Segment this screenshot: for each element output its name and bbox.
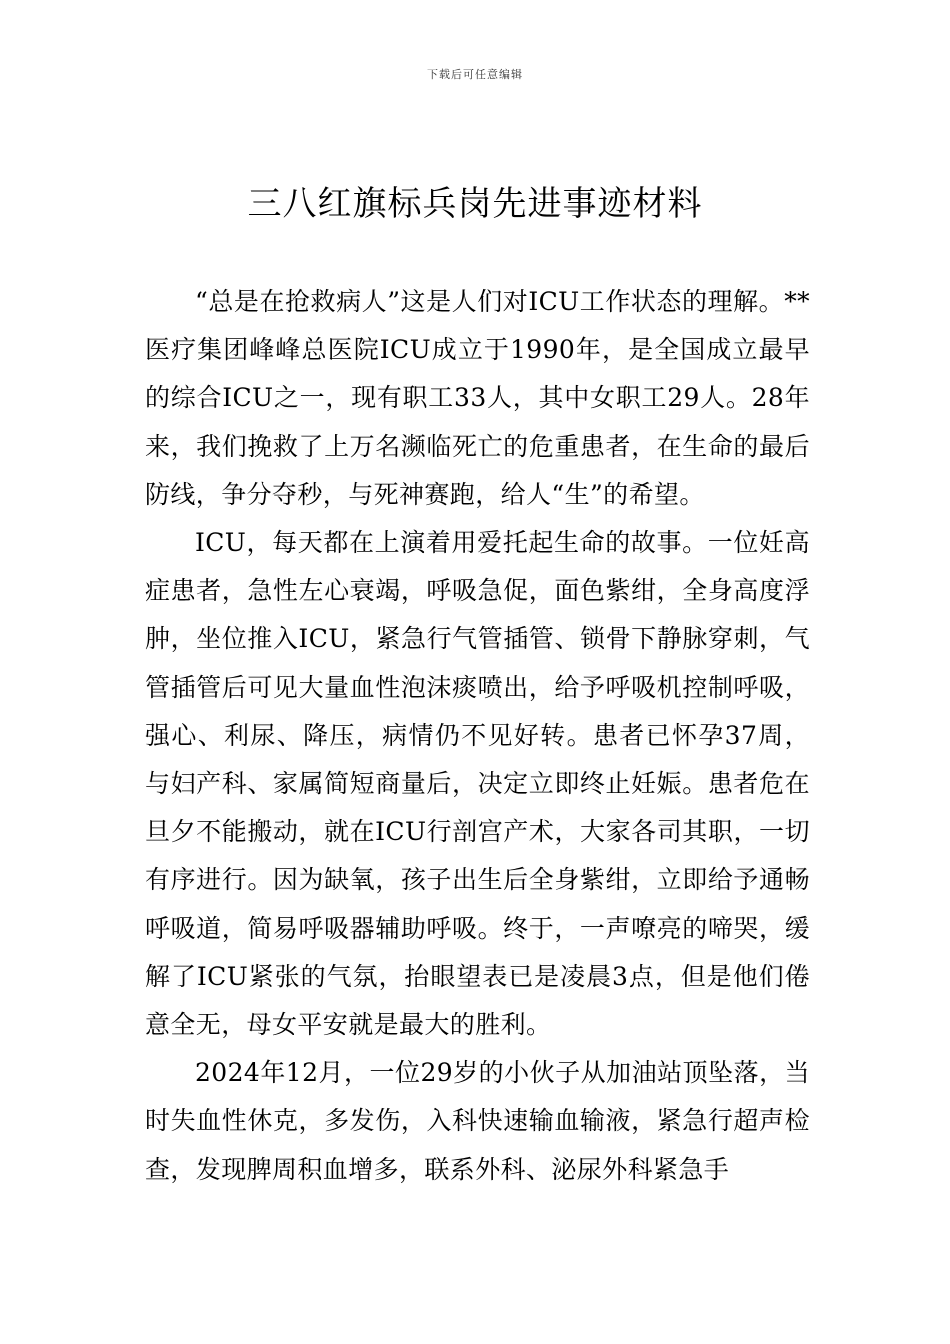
document-title: 三八红旗标兵岗先进事迹材料 [247,184,703,224]
document-body [145,278,810,1194]
header-note: 下载后可任意编辑 [427,68,523,81]
paragraph-3: 2024年12月，一位29岁的小伙子从加油站顶坠落，当时失血性休克，多发伤，入科快速输血输液，紧急行超声检查，发现脾周积血增多，联系外科、泌尿外科紧急手 [145,1058,810,1184]
paragraph-2: ICU，每天都在上演着用爱托起生命的故事。一位妊高症患者，急性左心衰竭，呼吸急促，面色紫绀，全身高度浮肿，坐位推入ICU，紧急行气管插管、锁骨下静脉穿刺，气管插管后可见大量血性泡沫痰喷出，给予呼吸机控制呼吸，强心、利尿、降压，病情仍不见好转。患者已怀孕37周，与妇产科、家属简短商量后，决定立即终止妊娠。患者危在旦夕不能搬动，就在ICU行剖宫产术，大家各司其职，一切有序进行。因为缺氧，孩子出生后全身紫绀，立即给予通畅呼吸道，简易呼吸器辅助呼吸。终于，一声嘹亮的啼哭，缓解了ICU紧张的气氛，抬眼望表已是凌晨3点，但是他们倦意全无，母女平安就是最大的胜利。 [145,528,810,1040]
paragraph-1: “总是在抢救病人”这是人们对ICU工作状态的理解。**医疗集团峰峰总医院ICU成立于1990年，是全国成立最早的综合ICU之一，现有职工33人，其中女职工29人。28年来，我们挽救了上万名濒临死亡的危重患者，在生命的最后防线，争分夺秒，与死神赛跑，给人“生”的希望。 [145,287,810,509]
